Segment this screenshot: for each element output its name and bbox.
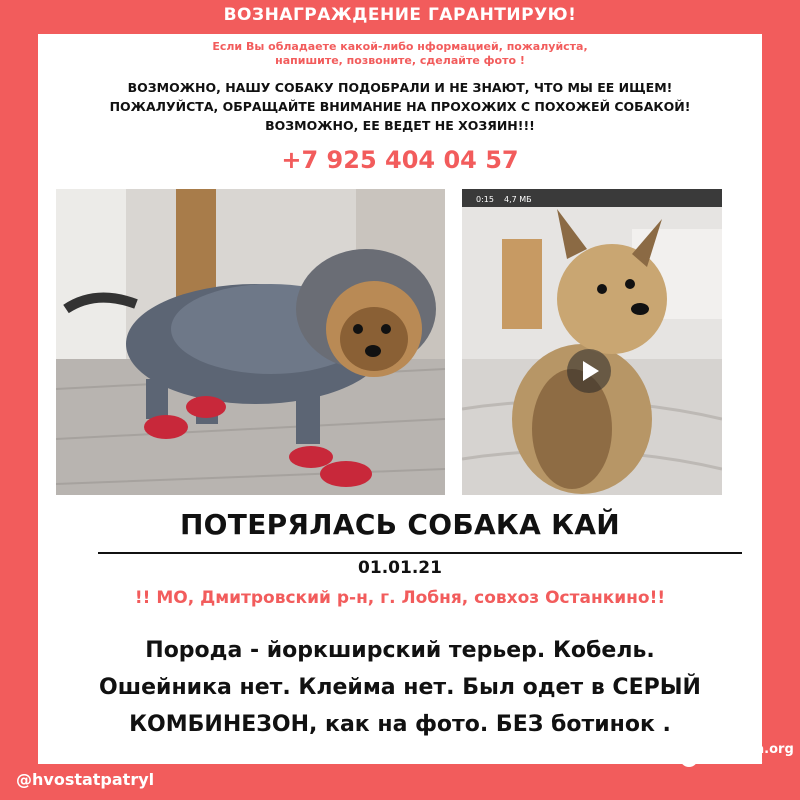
social-handle[interactable]: @hvostatpatryl bbox=[16, 770, 155, 789]
reward-banner: ВОЗНАГРАЖДЕНИЕ ГАРАНТИРУЮ! bbox=[223, 5, 577, 25]
info-line: Если Вы обладаете какой-либо нформацией, пожалуйста, bbox=[212, 40, 588, 53]
appeal-text bbox=[38, 78, 762, 135]
description-line: КОМБИНЕЗОН, как на фото. БЕЗ ботинок . bbox=[129, 712, 671, 737]
watermark-name: Propala.org bbox=[708, 742, 794, 757]
poster-card bbox=[38, 34, 762, 764]
paw-logo-icon bbox=[672, 738, 706, 772]
info-line: напишите, позвоните, сделайте фото ! bbox=[275, 54, 525, 67]
title-divider bbox=[98, 552, 742, 554]
phone-number[interactable]: +7 925 404 04 57 bbox=[281, 146, 519, 174]
appeal-line: ПОЖАЛУЙСТА, ОБРАЩАЙТЕ ВНИМАНИЕ НА ПРОХОЖИХ С ПОХОЖЕЙ СОБАКОЙ! bbox=[109, 99, 691, 114]
watermark-sub: LOST PETS DATABASE bbox=[708, 759, 763, 765]
video-size: 4,7 МБ bbox=[504, 195, 532, 204]
lost-location: !! МО, Дмитровский р-н, г. Лобня, совхоз Останкино!! bbox=[134, 588, 666, 608]
description-line: Порода - йоркширский терьер. Кобель. bbox=[145, 638, 655, 663]
appeal-line: ВОЗМОЖНО, НАШУ СОБАКУ ПОДОБРАЛИ И НЕ ЗНАЮТ, ЧТО МЫ ЕЕ ИЩЕМ! bbox=[127, 80, 673, 95]
video-time: 0:15 bbox=[476, 195, 494, 204]
dog-photo-jumpsuit bbox=[56, 189, 445, 495]
appeal-line: ВОЗМОЖНО, ЕЕ ВЕДЕТ НЕ ХОЗЯИН!!! bbox=[265, 118, 535, 133]
dog-description bbox=[38, 632, 762, 743]
info-request bbox=[38, 40, 762, 68]
dog-video-still[interactable] bbox=[462, 189, 722, 495]
description-line: Ошейника нет. Клейма нет. Был одет в СЕРЫЙ bbox=[99, 675, 701, 700]
propala-watermark bbox=[672, 738, 794, 778]
lost-date: 01.01.21 bbox=[358, 558, 442, 578]
poster-title: ПОТЕРЯЛАСЬ СОБАКА КАЙ bbox=[179, 508, 621, 541]
